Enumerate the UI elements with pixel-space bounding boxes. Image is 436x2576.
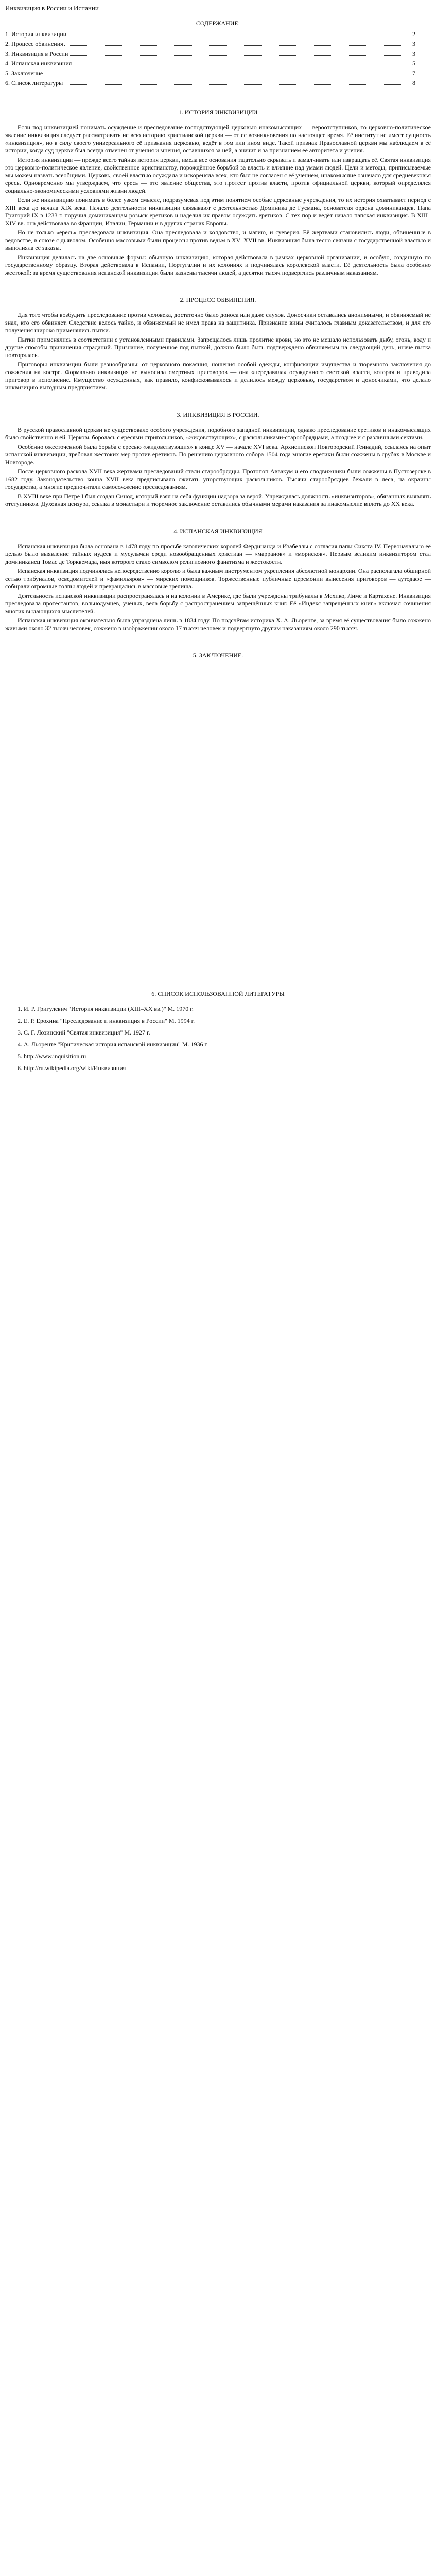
references-section bbox=[5, 990, 431, 1072]
paragraph: Для того чтобы возбудить преследование против человека, достаточно было доноса или даже слухов. Доносчики оставались анонимными, и обвиняемый не знал, кто его обвиняет. Следствие велось тайно, и обвиняемый не имел права на защитника. Признание вины считалось главным доказательством, и для его получения широко применялись пытки. bbox=[5, 311, 431, 334]
section-heading: 4. ИСПАНСКАЯ ИНКВИЗИЦИЯ bbox=[173, 528, 263, 535]
table-of-contents bbox=[5, 30, 431, 89]
reference-item[interactable]: 6. http://ru.wikipedia.org/wiki/Инквизиция bbox=[18, 1064, 126, 1072]
toc-heading: СОДЕРЖАНИЕ: bbox=[196, 20, 240, 27]
paragraph: Приговоры инквизиции были разнообразны: от церковного покаяния, ношения особой одежды, конфискации имущества и тюремного заключения до сожжения на костре. Формально инквизиция не выносила смертных приговоров — она «передавала» осужденного светской власти, которая и приводила приговор в исполнение. Имущество осужденных, как правило, конфисковывалось и делилось между церковью, государством и доносчиками, что делало инквизицию выгодным предприятием. bbox=[5, 361, 431, 391]
paragraph: Если под инквизицией понимать осуждение и преследование господствующей церковью инакомыслящих — вероотступников, то церковно-политическое явление инквизиция следует рассматривать не всю историю христианской церкви — от ее возникновения по настоящее время. Её институт не имеет сущность «инквизиция», но в силу своего универсального её признания церковью, ведёт в том или ином виде. Такой признак Православной церкви мы наблюдаем в её истории, когда суд церкви был всегда отменен от учения и мнения, оставшихся за ней, а значит и за признанием её авторитета и учения. bbox=[5, 124, 431, 154]
toc-leader-dots bbox=[69, 55, 411, 56]
reference-item: 1. И. Р. Григулевич "История инквизиции (XIII–XX вв.)" М. 1970 г. bbox=[18, 1005, 194, 1012]
reference-item[interactable]: 5. http://www.inquisition.ru bbox=[18, 1053, 86, 1060]
section bbox=[5, 296, 431, 392]
paragraph: В русской православной церкви не существовало особого учреждения, подобного западной инквизиции, однако преследование еретиков и инакомыслящих было свойственно и ей. Церковь боролась с ересями стригольников, «жидовствующих», с раскольниками-старообрядцами, а позднее и с различными сектами. bbox=[5, 426, 431, 441]
reference-item: 4. А. Льоренте "Критическая история испанской инквизиции" М. 1936 г. bbox=[18, 1041, 208, 1048]
paragraph: Испанская инквизиция окончательно была упразднена лишь в 1834 году. По подсчётам историка Х. А. Льоренте, за время её существования было сожжено живыми около 32 тысяч человек, сожжено в изображении около 17 тысяч человек и подвергнуто другим наказаниям около 290 тысяч. bbox=[5, 617, 431, 632]
paragraph: Особенно ожесточенной была борьба с ересью «жидовствующих» в конце XV — начале XVI века. Архиепископ Новгородский Геннадий, ссылаясь на опыт испанской инквизиции, требовал жестоких мер против еретиков. По решению церковного собора 1504 года многие еретики были сожжены в срубах в Москве и Новгороде. bbox=[5, 443, 431, 466]
section bbox=[5, 109, 431, 277]
document-body bbox=[5, 109, 431, 971]
toc-item-page: 8 bbox=[412, 79, 415, 87]
toc-item-label: 5. Заключение bbox=[5, 70, 43, 77]
toc-item[interactable] bbox=[5, 30, 415, 40]
section-heading: 2. ПРОЦЕСС ОБВИНЕНИЯ. bbox=[180, 296, 256, 303]
blank-space bbox=[5, 667, 431, 971]
toc-item-label: 3. Инквизиция в России bbox=[5, 50, 68, 57]
toc-item-page: 2 bbox=[412, 30, 415, 38]
toc-item-page: 5 bbox=[412, 60, 415, 67]
toc-item[interactable] bbox=[5, 79, 415, 89]
toc-item-page: 3 bbox=[412, 40, 415, 47]
section-heading: 5. ЗАКЛЮЧЕНИЕ. bbox=[193, 652, 243, 659]
paragraph: Испанская инквизиция подчинялась непосредственно королю и была важным инструментом укрепления абсолютной монархии. Она располагала обширной сетью трибуналов, осведомителей и «фамильяров» — мирских помощников. Торжественные публичные церемонии вынесения приговоров — аутодафе — собирали огромные толпы людей и превращались в массовые зрелища. bbox=[5, 567, 431, 590]
toc-item[interactable] bbox=[5, 70, 415, 79]
toc-item[interactable] bbox=[5, 50, 415, 60]
toc-leader-dots bbox=[64, 84, 411, 85]
paragraph: Но не только «ересь» преследовала инквизиция. Она преследовала и колдовство, и магию, и суеверия. Её жертвами становились люди, обвиненные в ведовстве, в союзе с дьяволом. Особенно массовыми были процессы против ведьм в XV–XVII вв. Инквизиция была тесно связана с государственной властью и выполняла её заказы. bbox=[5, 229, 431, 251]
section-heading: 1. ИСТОРИЯ ИНКВИЗИЦИИ bbox=[178, 109, 258, 116]
section-heading: 3. ИНКВИЗИЦИЯ В РОССИИ. bbox=[177, 411, 259, 418]
references-list bbox=[5, 1005, 431, 1072]
paragraph: История инквизиции — прежде всего тайная история церкви, имела все основания тщательно скрывать и замалчивать или извращать её. Святая инквизиция это церковно-политическое явление, свойственное христианству, порождённое борьбой за власть и влияние над умами людей. Цели и методы, приписываемые мы можем назвать всеобщими. Церковь, своей властью осуждала и искореняла всех, кто был не согласен с её учением, инакомыслие означало для средневековья ересь. Одновременно мы утверждаем, что ересь — это явление общества, это протест против власти, против официальной церкви, который определялся социально-экономическими условиями жизни людей. bbox=[5, 156, 431, 194]
paragraph: После церковного раскола XVII века жертвами преследований стали старообрядцы. Протопоп Аввакум и его сподвижники были сожжены в Пустозерске в 1682 году. Законодательство конца XVII века предписывало сжигать упорствующих раскольников. Тысячи старообрядцев бежали в леса, на окраины государства, а многие предпочитали самосожжение преследованиям. bbox=[5, 468, 431, 490]
reference-item: 2. Е. Р. Ерохина "Преследование и инквизиция в России" М. 1994 г. bbox=[18, 1017, 195, 1024]
paragraph: В XVIII веке при Петре I был создан Синод, который взял на себя функции надзора за верой. Учреждалась должность «инквизиторов», обязанных выявлять отступников. Духовная цензура, ссылка в монастыри и тюремное заключение оставались обычными мерами наказания за инакомыслие вплоть до XX века. bbox=[5, 493, 431, 507]
paragraph: Испанская инквизиция была основана в 1478 году по просьбе католических королей Фердинанда и Изабеллы с согласия папы Сикста IV. Первоначально её целью было выявление тайных иудеев и мусульман среди новообращенных христиан — «марранов» и «морисков». Первым великим инквизитором стал доминиканец Томас де Торквемада, имя которого стало символом религиозного фанатизма и жестокости. bbox=[5, 543, 431, 565]
toc-item-page: 7 bbox=[412, 70, 415, 77]
section bbox=[5, 528, 431, 632]
section bbox=[5, 411, 431, 508]
paragraph: Инквизиция делилась на две основные формы: обычную инквизицию, которая действовала в рамках церковной организации, и особую, созданную по государственному образцу. Вторая действовала в Испании, Португалии и их колониях и подчинялась королевской власти. Её деятельность была особенно жестокой: за время существования испанской инквизиции были казнены тысячи людей, а десятки тысяч подверглись различным наказаниям. bbox=[5, 253, 431, 276]
references-heading: 6. СПИСОК ИСПОЛЬЗОВАННОЙ ЛИТЕРАТУРЫ bbox=[151, 990, 285, 997]
section bbox=[5, 652, 431, 971]
toc-item-page: 3 bbox=[412, 50, 415, 57]
toc-leader-dots bbox=[64, 45, 411, 46]
toc-item-label: 6. Список литературы bbox=[5, 79, 63, 87]
toc-item-label: 4. Испанская инквизиция bbox=[5, 60, 72, 67]
document-title: Инквизиция в России и Испании bbox=[5, 4, 99, 12]
paragraph: Пытки применялись в соответствии с установленными правилами. Запрещалось лишь пролитие крови, но это не мешало использовать дыбу, огонь, воду и другие способы причинения страданий. Признание, полученное под пыткой, должно было быть подтверждено обвиняемым на следующий день, иначе пытка повторялась. bbox=[5, 336, 431, 359]
paragraph: Деятельность испанской инквизиции распространялась и на колонии в Америке, где были учреждены трибуналы в Мехико, Лиме и Картахене. Инквизиция преследовала протестантов, вольнодумцев, учёных, вела борьбу с распространением запрещённых книг. Её «Индекс запрещённых книг» включал сочинения многих выдающихся мыслителей. bbox=[5, 592, 431, 615]
paragraph: Если же инквизицию понимать в более узком смысле, подразумевая под этим понятием особые церковные учреждения, то их история охватывает период с XIII века до начала XIX века. Начало деятельности инквизиции связывают с деятельностью Доминика де Гусмана, основателя ордена доминиканцев. Папа Григорий IX в 1233 г. поручил доминиканцам розыск еретиков и наделил их правом осуждать еретиков. С тех пор и ведёт начало папская инквизиция. В XIII–XIV вв. она действовала во Франции, Италии, Германии и в других странах Европы. bbox=[5, 196, 431, 227]
toc-item-label: 1. История инквизиции bbox=[5, 30, 67, 38]
toc-item[interactable] bbox=[5, 60, 415, 70]
document-page bbox=[5, 4, 431, 1076]
toc-item-label: 2. Процесс обвинения bbox=[5, 40, 63, 47]
toc-item[interactable] bbox=[5, 40, 415, 50]
reference-item: 3. С. Г. Лозинский "Святая инквизиция" М. 1927 г. bbox=[18, 1029, 150, 1036]
